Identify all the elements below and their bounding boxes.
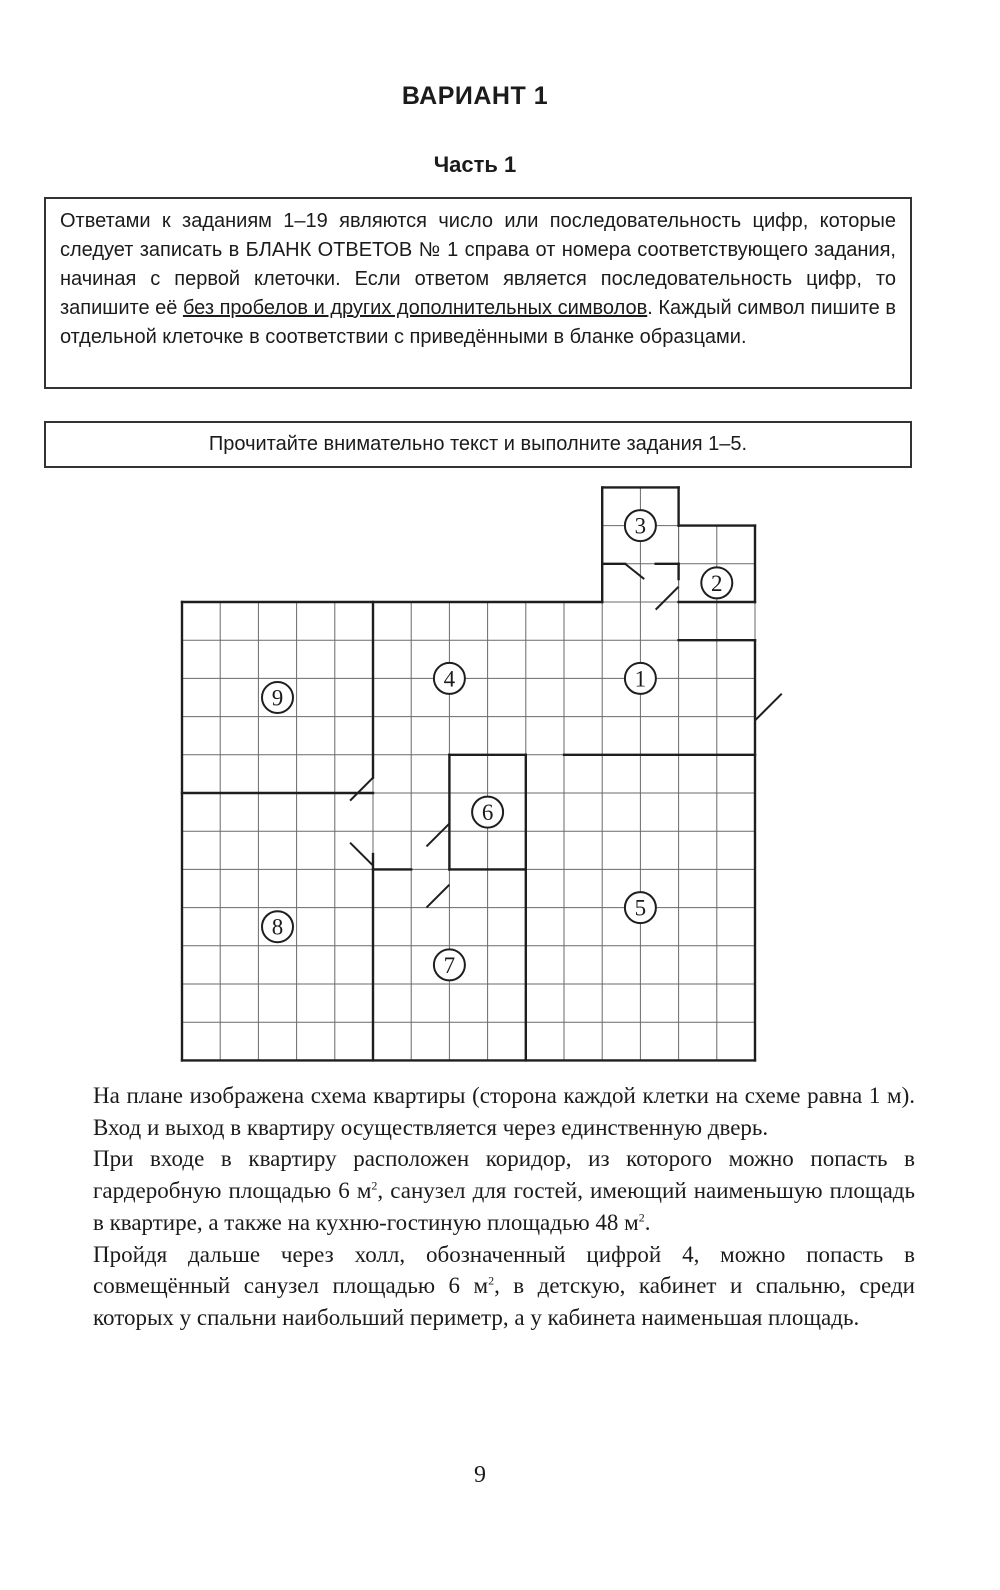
instructions-text-end: . Каждый символ пишите в отдельной клеточке в соответствии с приведёнными в бланке образцами. bbox=[60, 297, 896, 348]
room-label-4: 4 bbox=[443, 666, 456, 692]
variant-title: ВАРИАНТ 1 bbox=[401, 82, 549, 110]
plan-grid bbox=[182, 487, 755, 1060]
door bbox=[625, 564, 644, 579]
door bbox=[656, 587, 679, 610]
task-paragraph-3: Пройдя дальше через холл, обозначенный цифрой 4, можно попасть в совмещённый санузел площадью 6 $м^2$, в детскую, кабинет и спальню, среди которых у спальни наибольший периметр, а у кабинета наименьшая площадь. bbox=[93, 1241, 915, 1330]
instructions-text: Ответами к заданиям 1–19 являются число или последовательность цифр, которые следует записать в БЛАНК ОТВЕТОВ № 1 справа от номера соответствующего задания, начиная с первой клеточки. Если ответом является последовательность цифр, то запишите её bbox=[60, 210, 896, 319]
door bbox=[426, 824, 449, 847]
part-title: Часть 1 bbox=[433, 152, 517, 177]
room-label-8: 8 bbox=[271, 914, 284, 940]
task-text bbox=[93, 1080, 915, 1334]
door bbox=[426, 885, 449, 908]
apartment-plan bbox=[0, 480, 1000, 1070]
room-label-1: 1 bbox=[634, 666, 647, 692]
room-label-5: 5 bbox=[634, 895, 647, 921]
read-prompt-box bbox=[44, 421, 912, 468]
task-paragraph-1: На плане изображена схема квартиры (сторона каждой клетки на схеме равна 1 м). Вход и выход в квартиру осуществляется через единственную дверь. bbox=[93, 1083, 915, 1140]
task-paragraph-2: При входе в квартиру расположен коридор, из которого можно попасть в гардеробную площадью 6 $м^2$, санузел для гостей, имеющий наименьшую площадь в квартире, а также на кухню-гостиную площадью 48 $м^2$. bbox=[93, 1146, 916, 1235]
room-label-3: 3 bbox=[634, 513, 647, 539]
instructions-box bbox=[44, 197, 912, 389]
room-label-2: 2 bbox=[711, 570, 723, 596]
room-label-7: 7 bbox=[443, 952, 456, 978]
plan-room-labels bbox=[262, 510, 732, 980]
door bbox=[755, 694, 782, 721]
plan-walls bbox=[182, 487, 755, 1060]
door bbox=[350, 778, 373, 801]
door bbox=[350, 843, 373, 866]
read-prompt: Прочитайте внимательно текст и выполните задания 1–5. bbox=[208, 433, 748, 455]
instructions-underlined: без пробелов и других дополнительных символов bbox=[182, 297, 648, 319]
page-number: 9 bbox=[474, 1462, 486, 1488]
room-label-6: 6 bbox=[481, 800, 494, 826]
room-label-9: 9 bbox=[271, 685, 284, 711]
